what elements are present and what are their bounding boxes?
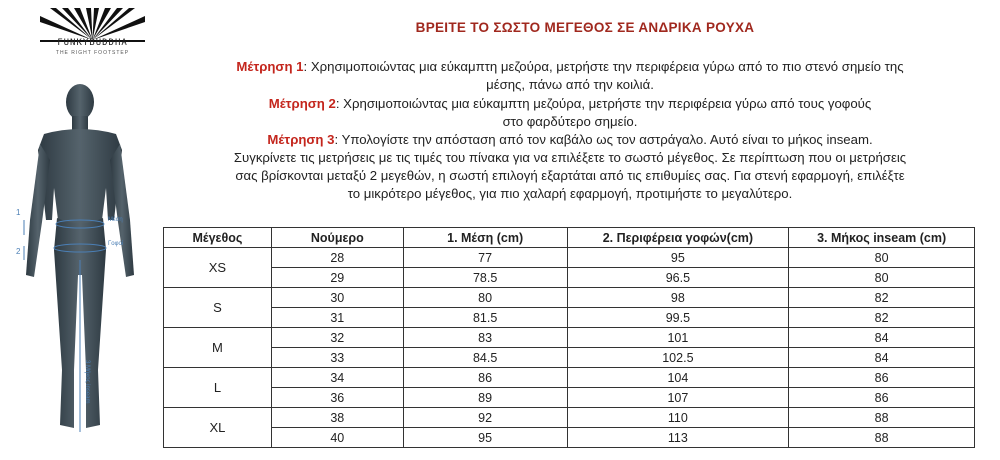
- waist-cell: 95: [403, 428, 567, 448]
- hips-cell: 102.5: [567, 348, 789, 368]
- instructions-line-4: Συγκρίνετε τις μετρήσεις με τις τιμές του πίνακα για να επιλέξετε το σωστό μέγεθος. Σε περίπτωση που οι μετρήσεις: [233, 150, 907, 165]
- table-row: [164, 368, 975, 388]
- hips-cell: 99.5: [567, 308, 789, 328]
- body-figure: [0, 70, 160, 455]
- table-row: [164, 288, 975, 308]
- table-row: [164, 328, 975, 348]
- hips-cell: 110: [567, 408, 789, 428]
- waist-cell: 92: [403, 408, 567, 428]
- sunburst-logo-icon: [40, 8, 145, 42]
- hips-cell: 96.5: [567, 268, 789, 288]
- table-row: [164, 248, 975, 268]
- number-cell: 40: [271, 428, 403, 448]
- size-cell: S: [164, 288, 272, 328]
- measurement-3: [165, 131, 975, 203]
- number-cell: 30: [271, 288, 403, 308]
- measurement-2-label: Μέτρηση 2: [268, 96, 336, 111]
- number-cell: 32: [271, 328, 403, 348]
- number-cell: 36: [271, 388, 403, 408]
- size-cell: M: [164, 328, 272, 368]
- waist-cell: 81.5: [403, 308, 567, 328]
- marker-2: 2: [16, 247, 21, 256]
- table-row: [164, 308, 975, 328]
- hips-cell: 113: [567, 428, 789, 448]
- waist-cell: 89: [403, 388, 567, 408]
- hips-cell: 107: [567, 388, 789, 408]
- number-cell: 38: [271, 408, 403, 428]
- waist-cell: 80: [403, 288, 567, 308]
- marker-1: 1: [16, 208, 21, 217]
- hips-cell: 104: [567, 368, 789, 388]
- waist-cell: 78.5: [403, 268, 567, 288]
- inseam-cell: 84: [789, 348, 975, 368]
- page-title: ΒΡΕΙΤΕ ΤΟ ΣΩΣΤΟ ΜΕΓΕΘΟΣ ΣΕ ΑΝΔΡΙΚΑ ΡΟΥΧΑ: [415, 20, 755, 35]
- hips-cell: 101: [567, 328, 789, 348]
- measurement-2-text: : Χρησιμοποιώντας μια εύκαμπτη μεζούρα, μετρήστε την περιφέρεια γύρω από τους γοφούς: [335, 96, 872, 111]
- number-cell: 33: [271, 348, 403, 368]
- table-row: [164, 408, 975, 428]
- inseam-cell: 86: [789, 368, 975, 388]
- brand-tagline: THE RIGHT FOOTSTEP: [55, 50, 130, 56]
- table-row: [164, 348, 975, 368]
- inseam-cell: 82: [789, 288, 975, 308]
- measurement-3-text: : Υπολογίστε την απόσταση από τον καβάλο ως τον αστράγαλο. Αυτό είναι το μήκος inseam.: [334, 132, 873, 147]
- inseam-cell: 84: [789, 328, 975, 348]
- measurement-1: [165, 58, 975, 94]
- size-cell: L: [164, 368, 272, 408]
- number-cell: 31: [271, 308, 403, 328]
- inseam-cell: 88: [789, 428, 975, 448]
- header-number: Νούμερο: [271, 228, 403, 248]
- number-cell: 28: [271, 248, 403, 268]
- inseam-cell: 88: [789, 408, 975, 428]
- inseam-label: 3 Μήκος inseam: [84, 360, 90, 404]
- table-row: [164, 268, 975, 288]
- size-cell: XS: [164, 248, 272, 288]
- size-table: [163, 227, 975, 448]
- instructions-line-5: σας βρίσκονται μεταξύ 2 μεγεθών, η σωστή επιλογή εξαρτάται από τις επιθυμίες σας. Για στενή εφαρμογή, επιλέξτε: [235, 168, 905, 183]
- inseam-cell: 80: [789, 248, 975, 268]
- size-cell: XL: [164, 408, 272, 448]
- measurement-2-text-2: στο φαρδύτερο σημείο.: [502, 114, 638, 129]
- header-inseam: 3. Μήκος inseam (cm): [789, 228, 975, 248]
- brand-name: FUNKYBUDDHA: [57, 38, 128, 48]
- header-hips: 2. Περιφέρεια γοφών(cm): [567, 228, 789, 248]
- table-row: [164, 388, 975, 408]
- waist-label: Μέση: [108, 217, 123, 223]
- inseam-cell: 82: [789, 308, 975, 328]
- inseam-cell: 80: [789, 268, 975, 288]
- hips-cell: 95: [567, 248, 789, 268]
- waist-cell: 84.5: [403, 348, 567, 368]
- header-size: Μέγεθος: [164, 228, 272, 248]
- number-cell: 34: [271, 368, 403, 388]
- hips-label: Γοφοί: [108, 241, 124, 247]
- table-header-row: [164, 228, 975, 248]
- measurement-1-label: Μέτρηση 1: [236, 59, 304, 74]
- header-waist: 1. Μέση (cm): [403, 228, 567, 248]
- hips-cell: 98: [567, 288, 789, 308]
- number-cell: 29: [271, 268, 403, 288]
- instructions-line-6: το μικρότερο μέγεθος, για πιο χαλαρή εφαρμογή, προτιμήστε το μεγαλύτερο.: [347, 186, 793, 201]
- table-row: [164, 428, 975, 448]
- waist-cell: 77: [403, 248, 567, 268]
- waist-cell: 83: [403, 328, 567, 348]
- measurement-2: [190, 95, 950, 131]
- measurement-1-text-2: μέσης, πάνω από την κοιλιά.: [486, 77, 654, 92]
- measurement-1-text: : Χρησιμοποιώντας μια εύκαμπτη μεζούρα, μετρήστε την περιφέρεια γύρω από το πιο στενό σημείο της: [303, 59, 904, 74]
- waist-cell: 86: [403, 368, 567, 388]
- inseam-cell: 86: [789, 388, 975, 408]
- measurement-3-label: Μέτρηση 3: [267, 132, 335, 147]
